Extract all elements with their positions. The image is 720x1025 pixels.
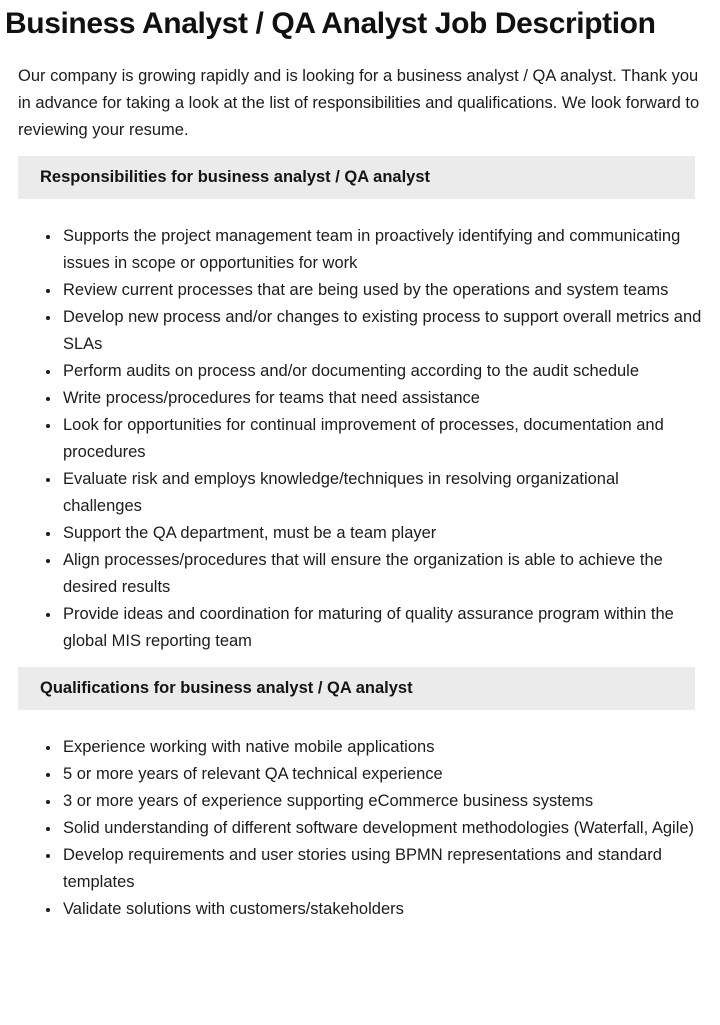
list-item: • Perform audits on process and/or documenting according to the audit schedule	[61, 358, 702, 385]
list-item: • Look for opportunities for continual improvement of processes, documentation and procedures	[61, 412, 702, 466]
list-item: • Develop requirements and user stories using BPMN representations and standard templates	[61, 842, 702, 896]
qualifications-list	[18, 734, 702, 923]
list-item: • 3 or more years of experience supporting eCommerce business systems	[61, 788, 702, 815]
responsibilities-list	[18, 223, 702, 655]
page-title: Business Analyst / QA Analyst Job Description	[5, 7, 656, 40]
responsibilities-section-heading: Responsibilities for business analyst / QA analyst	[18, 156, 695, 199]
list-item: • Align processes/procedures that will ensure the organization is able to achieve the desired results	[61, 547, 702, 601]
list-item: • Review current processes that are being used by the operations and system teams	[61, 277, 702, 304]
list-item: • Write process/procedures for teams that need assistance	[61, 385, 702, 412]
list-item: • Provide ideas and coordination for maturing of quality assurance program within the global MIS reporting team	[61, 601, 702, 655]
list-item: • Validate solutions with customers/stakeholders	[61, 896, 702, 923]
responsibilities-section	[0, 156, 720, 655]
list-item: • Solid understanding of different software development methodologies (Waterfall, Agile)	[61, 815, 702, 842]
list-item: • Support the QA department, must be a team player	[61, 520, 702, 547]
list-item: • Supports the project management team in proactively identifying and communicating issues in scope or opportunities for work	[61, 223, 702, 277]
list-item: • Evaluate risk and employs knowledge/techniques in resolving organizational challenges	[61, 466, 702, 520]
list-item: • 5 or more years of relevant QA technical experience	[61, 761, 702, 788]
list-item: • Develop new process and/or changes to existing process to support overall metrics and SLAs	[61, 304, 702, 358]
qualifications-section	[0, 667, 720, 923]
list-item: • Experience working with native mobile applications	[61, 734, 702, 761]
qualifications-section-heading: Qualifications for business analyst / QA analyst	[18, 667, 695, 710]
intro-paragraph: Our company is growing rapidly and is looking for a business analyst / QA analyst. Thank you in advance for taking a look at the list of responsibilities and qualifications. We look forward to reviewing your resume.	[18, 67, 700, 139]
